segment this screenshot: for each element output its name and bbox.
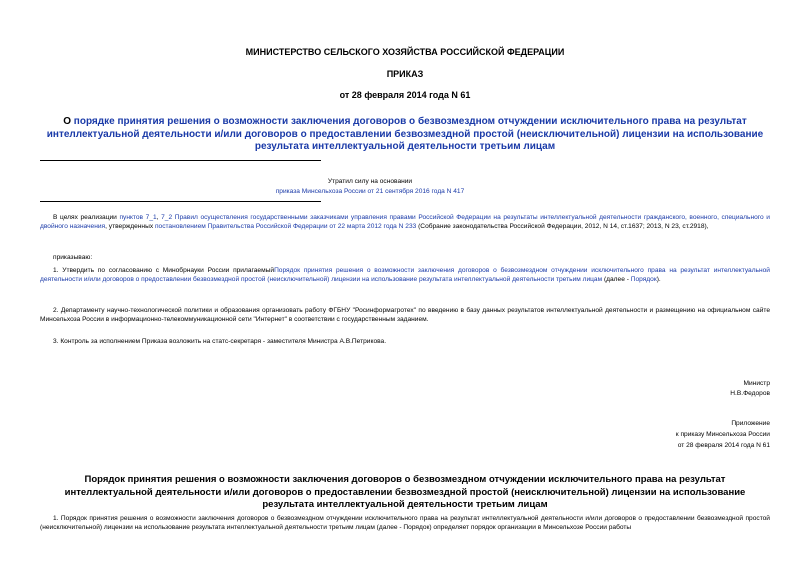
divider-top [40,160,321,161]
status-note-link[interactable]: приказа Минсельхоза России от 21 сентября 2016 года N 417 [275,188,465,195]
signature-name: Н.В.Федоров [730,390,770,397]
procedure-title: Порядок принятия решения о возможности заключения договоров о безвозмездном отчуждении исключительного права на результат интеллектуальной деятельности и/или договоров о предоставлении безвозмездной простой (неисключительной) лицензии на использование результата интеллектуальной деятельности третьим лицам [64,474,746,510]
signature-position: Министр [743,380,770,387]
item-2-paragraph: 2. Департаменту научно-технологической политики и образования организовать работу ФГБНУ "Росинформагротех" по введению в базу данных результатов интеллектуальной деятельности и размещению на официальном сайте Минсельхоза России в информационно-телекоммуникационной сети "Интернет" в соответствии с государственным заданием. [40,307,770,324]
preamble-text-3: , утвержденных [105,223,155,231]
preamble-link-1[interactable]: пунктов 7_1 [119,214,157,221]
item-1-text-2: (далее - [602,276,631,284]
item-1-paragraph [40,266,770,285]
preamble-paragraph [40,213,770,232]
document-title [40,116,770,154]
order-word: приказываю: [53,254,93,261]
appendix-line-2: к приказу Минсельхоза России [675,431,770,438]
title-prefix: О [63,116,72,127]
ministry-heading: МИНИСТЕРСТВО СЕЛЬСКОГО ХОЗЯЙСТВА РОССИЙСКОЙ ФЕДЕРАЦИИ [245,47,565,57]
item-3-paragraph: 3. Контроль за исполнением Приказа возложить на статс-секретаря - заместителя Министра А.В.Петрикова. [53,338,387,345]
procedure-paragraph-1: 1. Порядок принятия решения о возможности заключения договоров о безвозмездном отчуждении исключительного права на результат интеллектуальной деятельности и/или договоров о предоставлении безвозмездной простой (неисключительной) лицензии на использование результата интеллектуальной деятельности третьим лицам (далее - Порядок) определяет порядок организации в Минсельхозе России работы [40,515,770,532]
appendix-line-1: Приложение [731,420,770,427]
preamble-link-3[interactable]: постановлением Правительства Российской Федерации от 22 марта 2012 года N 233 [154,223,417,231]
doc-date-heading: от 28 февраля 2014 года N 61 [339,90,471,100]
preamble-link-2[interactable]: 7_2 Правил осуществления государственными заказчиками управления правами Российской Федерации на результаты интеллектуальной деятельности гражданского, военного, специального и двойного назначения [40,214,770,231]
divider-bottom [40,201,321,202]
item-1-link[interactable]: Порядок принятия решения о возможности заключения договоров о безвозмездном отчуждении исключительного права на результат интеллектуальной деятельности и/или договоров о предоставлении безвозмездной простой (неисключительной) лицензии на использование результата интеллектуальной деятельности третьим лицам [40,267,770,284]
appendix-line-3: от 28 февраля 2014 года N 61 [677,442,770,449]
title-link[interactable]: порядке принятия решения о возможности заключения договоров о безвозмездном отчуждении исключительного права на результат интеллектуальной деятельности и/или договоров о предоставлении безвозмездной простой (неисключительной) лицензии на использование результата интеллектуальной деятельности третьим лицам [46,116,764,152]
preamble-text-2: , [156,214,162,221]
item-1-link-2[interactable]: Порядок [630,276,657,284]
preamble-text-1: В целях реализации [53,214,120,221]
doc-type-heading: ПРИКАЗ [386,69,424,79]
status-note-line1: Утратил силу на основании [327,178,413,185]
item-1-text: 1. Утвердить по согласованию с Минобрнауки России прилагаемый [53,267,275,274]
item-1-text-3: ). [656,276,661,284]
preamble-text-4: (Собрание законодательства Российской Федерации, 2012, N 14, ст.1637; 2013, N 23, ст.2918), [416,223,709,231]
